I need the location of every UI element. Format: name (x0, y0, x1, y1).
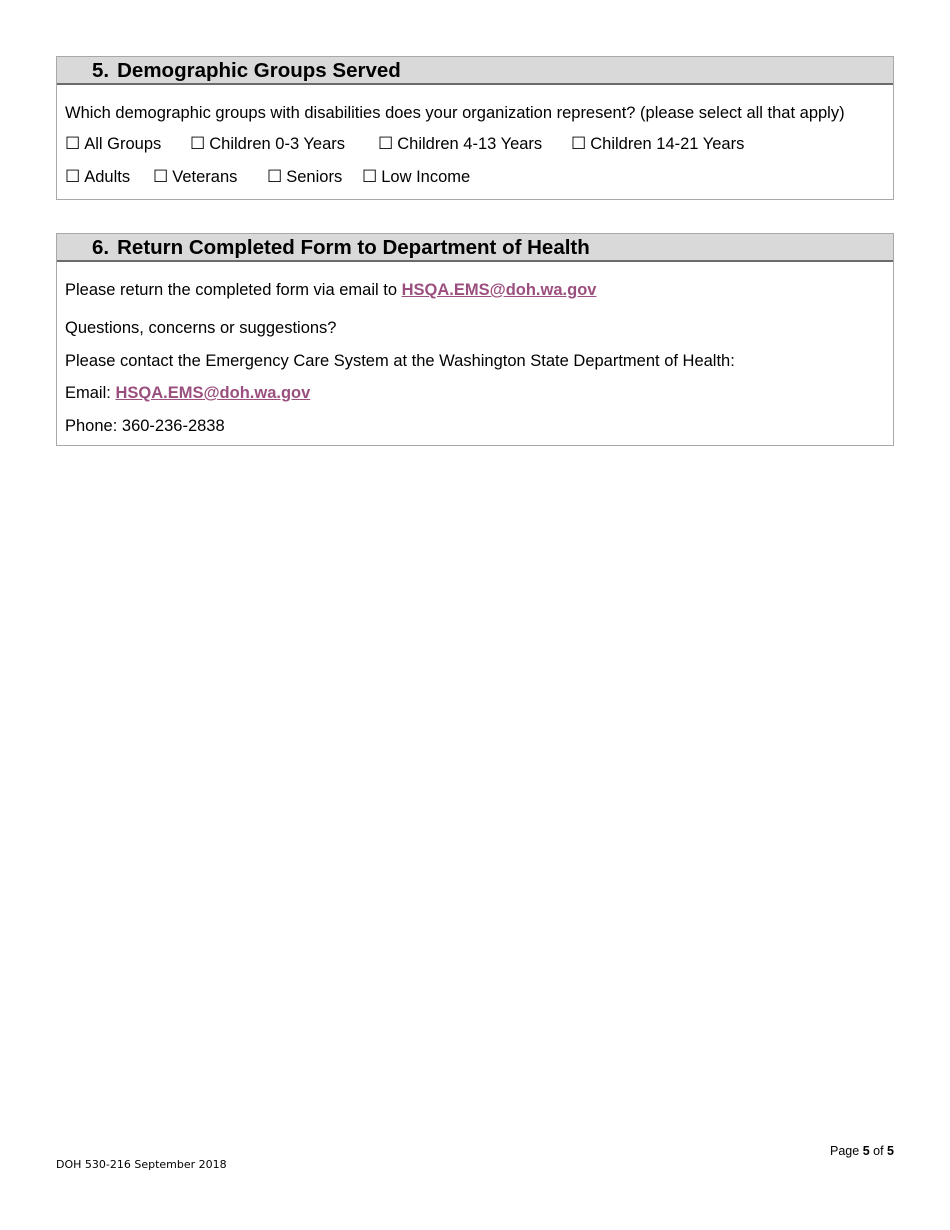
return-text: Please return the completed form via email to (65, 281, 397, 299)
checkbox-low-income[interactable] (362, 167, 470, 187)
checkbox-label: Children 0-3 Years (209, 135, 346, 153)
checkbox-label: Children 14-21 Years (590, 135, 745, 153)
section-title (92, 236, 590, 260)
checkbox-icon[interactable]: ☐ (65, 134, 81, 153)
phone-value: 360-236-2838 (121, 417, 225, 435)
page-total: 5 (887, 1144, 894, 1158)
contact-phone (65, 416, 225, 436)
checkbox-label: Children 4-13 Years (397, 135, 543, 153)
section-header (57, 234, 893, 262)
demographic-question: Which demographic groups with disabilities does your organization represent? (please select all that apply) (65, 104, 845, 122)
section-title-text: Demographic Groups Served (117, 59, 401, 82)
checkbox-icon[interactable]: ☐ (378, 134, 394, 153)
checkbox-icon[interactable]: ☐ (571, 134, 587, 153)
section-title-text: Return Completed Form to Department of Health (117, 236, 590, 259)
checkbox-children-0-3[interactable] (190, 134, 345, 154)
checkbox-icon[interactable]: ☐ (362, 167, 378, 186)
checkbox-icon[interactable]: ☐ (190, 134, 206, 153)
checkbox-icon[interactable]: ☐ (153, 167, 169, 186)
return-instruction (65, 280, 596, 300)
checkbox-icon[interactable]: ☐ (65, 167, 81, 186)
checkbox-label: Low Income (381, 168, 471, 186)
return-email-link[interactable]: HSQA.EMS@doh.wa.gov (401, 281, 597, 299)
checkbox-label: Seniors (286, 168, 343, 186)
checkbox-veterans[interactable] (153, 167, 237, 187)
section-number: 6. (92, 236, 110, 259)
section-title (92, 59, 401, 83)
checkbox-icon[interactable]: ☐ (267, 167, 283, 186)
section-number: 5. (92, 59, 110, 82)
page-number (830, 1144, 894, 1158)
contact-email-link[interactable]: HSQA.EMS@doh.wa.gov (115, 384, 311, 402)
form-id: DOH 530-216 September 2018 (56, 1158, 227, 1171)
checkbox-seniors[interactable] (267, 167, 342, 187)
section-header (57, 57, 893, 85)
page-prefix: Page (830, 1144, 860, 1158)
checkbox-children-14-21[interactable] (571, 134, 744, 154)
contact-email (65, 383, 310, 403)
checkbox-label: Adults (84, 168, 131, 186)
phone-label: Phone: (65, 417, 118, 435)
contact-text: Please contact the Emergency Care System at the Washington State Department of Health: (65, 352, 735, 370)
questions-text: Questions, concerns or suggestions? (65, 319, 337, 337)
page-current: 5 (862, 1144, 870, 1158)
demographic-groups-section (56, 56, 894, 200)
checkbox-adults[interactable] (65, 167, 130, 187)
checkbox-all-groups[interactable] (65, 134, 161, 154)
checkbox-label: Veterans (172, 168, 238, 186)
email-label: Email: (65, 384, 111, 402)
checkbox-label: All Groups (84, 135, 162, 153)
checkbox-children-4-13[interactable] (378, 134, 542, 154)
page-of: of (873, 1144, 884, 1158)
return-form-section (56, 233, 894, 446)
